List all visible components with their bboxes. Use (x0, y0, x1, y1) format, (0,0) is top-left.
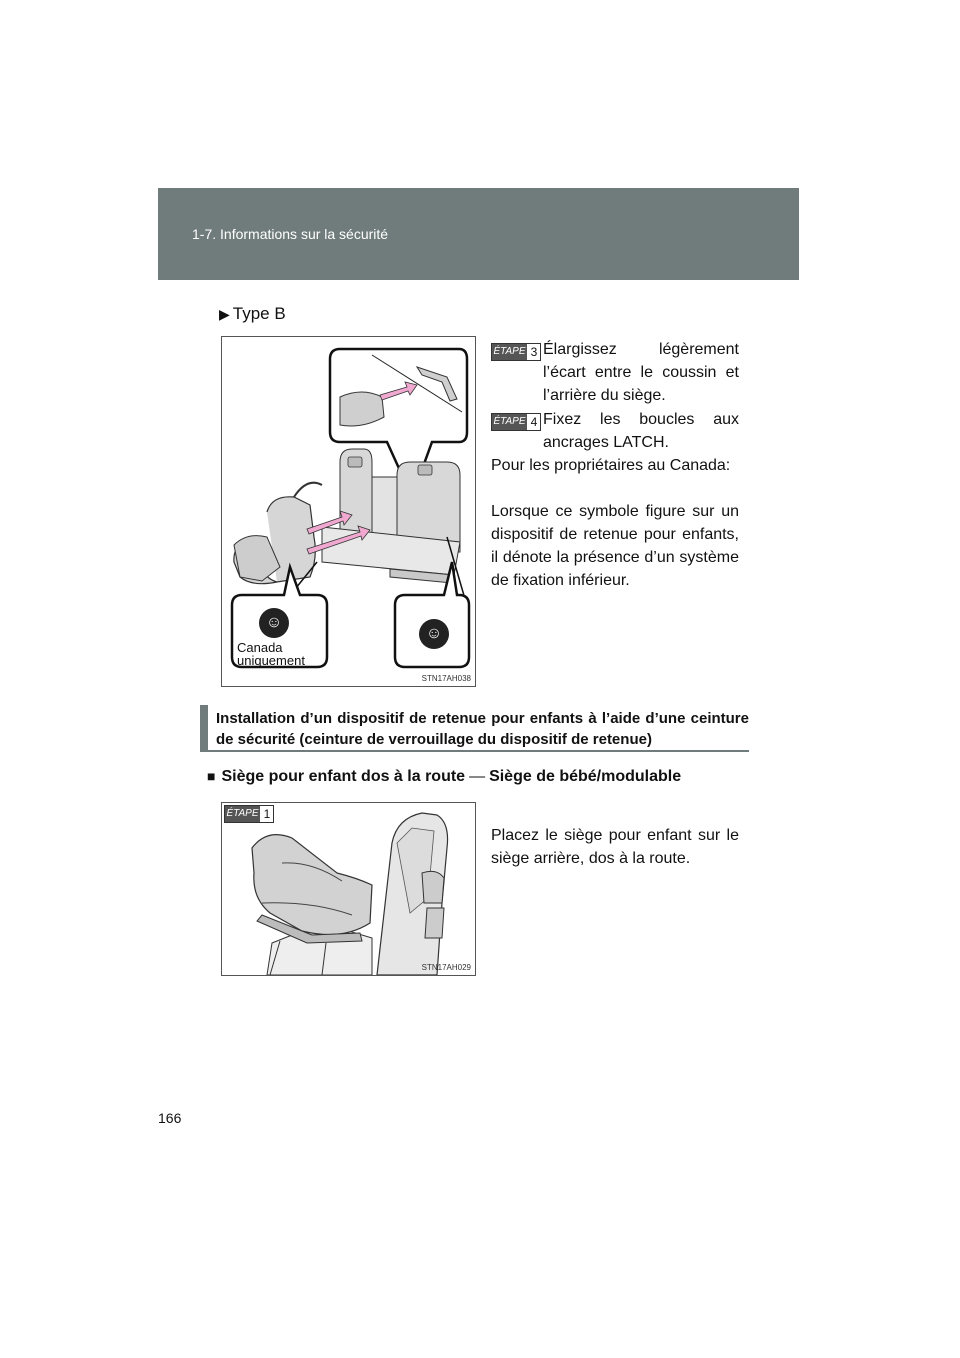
figure-code: STN17AH038 (421, 674, 471, 683)
section-heading-bar (200, 705, 749, 752)
canada-only-label-line2: uniquement (237, 653, 305, 668)
type-label-text: Type B (232, 304, 286, 323)
subheading-dash: — (469, 768, 486, 785)
triangle-marker-icon: ▶ (219, 306, 230, 322)
canada-note-body: Lorsque ce symbole figure sur un dispositif de retenue pour enfants, il dénote la présence d’un système de fixation inférieur. (491, 503, 739, 589)
child-seat-anchor-icon: ☺ (419, 619, 449, 649)
canada-note-heading: Pour les propriétaires au Canada: (491, 457, 731, 474)
page-header (158, 188, 799, 280)
step-badge: ÉTAPE 3 (491, 343, 541, 361)
subheading-part1: Siège pour enfant dos à la route (221, 768, 466, 785)
step-badge: ÉTAPE 4 (491, 413, 541, 431)
section-title: 1-7. Informations sur la sécurité (192, 226, 389, 242)
rear-facing-seat-drawing (222, 803, 475, 975)
step-badge: ÉTAPE 1 (224, 805, 274, 823)
step-3 (491, 338, 739, 407)
latch-illustration (221, 336, 476, 687)
section-heading: Installation d’un dispositif de retenue pour enfants à l’aide d’une ceinture de sécurité (ceinture de verrouillage du dispositif de retenue) (216, 710, 749, 748)
square-bullet-icon: ■ (207, 768, 216, 784)
step-4 (491, 408, 739, 454)
page-number: 166 (158, 1110, 182, 1126)
rear-facing-seat-illustration (221, 802, 476, 976)
canada-only-label-line1: Canada (237, 640, 283, 655)
child-seat-anchor-icon-canada: ☺ (259, 608, 289, 638)
type-label (219, 304, 286, 324)
subheading (207, 768, 681, 786)
step-1-text: Placez le siège pour enfant sur le siège arrière, dos à la route. (491, 827, 739, 867)
subheading-part2: Siège de bébé/modulable (489, 768, 682, 785)
step-4-text: Fixez les boucles aux ancrages LATCH. (543, 411, 739, 451)
figure-code: STN17AH029 (421, 963, 471, 972)
step-3-text: Élargissez légèrement l’écart entre le coussin et l’arrière du siège. (543, 341, 739, 404)
